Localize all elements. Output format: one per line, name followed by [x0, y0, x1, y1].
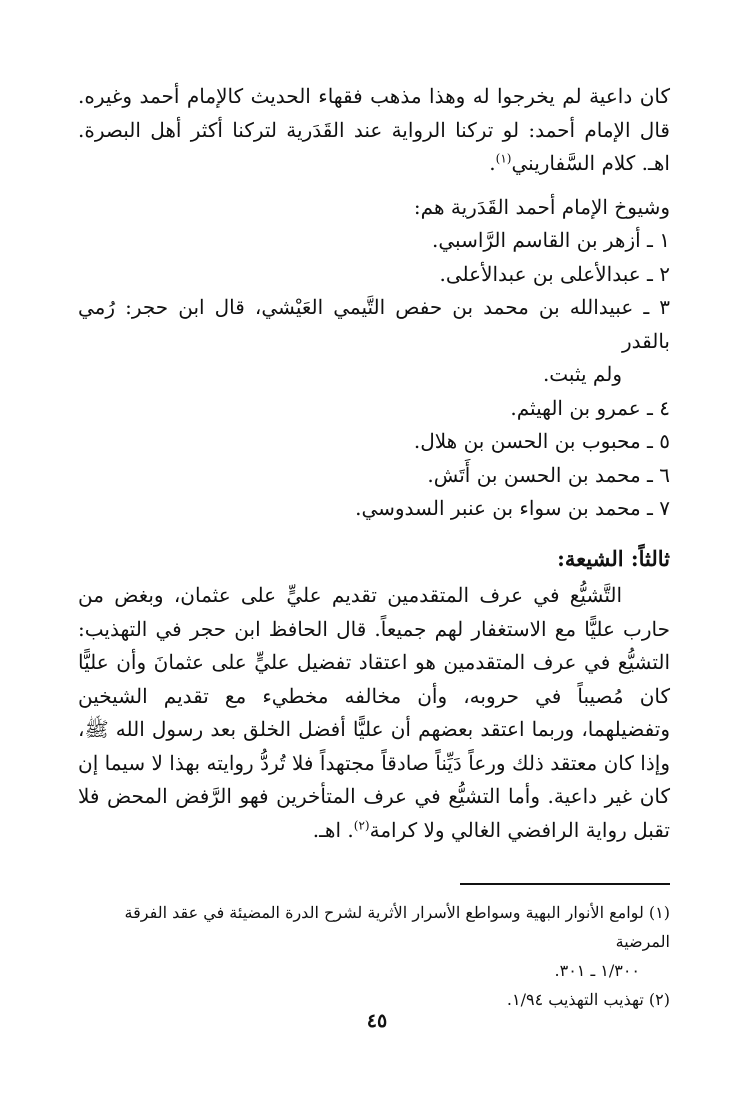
list-item-text: محبوب بن الحسن بن هلال.: [413, 429, 641, 453]
list-item: [78, 224, 670, 258]
footnote-text: تهذيب التهذيب ١/٩٤.: [506, 990, 644, 1009]
footnote-ref-2: (٢): [353, 817, 370, 832]
section-heading: ثالثاً: الشيعة:: [557, 545, 670, 571]
list-item: [78, 258, 670, 292]
section-paragraph-text: التَّشيُّع في عرف المتقدمين تقديم عليٍّ على عثمان، وبغض من حارب عليًّا مع الاستغفار لهم جميعاً. قال الحافظ ابن حجر في التهذيب: التشيُّع في عرف المتقدمين هو اعتقاد تفضيل عليٍّ على عثمانَ وأن عليًّا كان مُصيباً في حروبه، وأن مخالفه مخطيء مع تقديم الشيخين وتفضيلهما، وربما اعتقد بعضهم أن عليًّا أفضل الخلق بعد رسول الله ﷺ، وإذا كان معتقد ذلك ورعاً دَيِّناً صادقاً مجتهداً فلا تُردُّ روايته بهذا لا سيما إن كان غير داعية. وأما التشيُّع في عرف المتأخرين فهو الرَّفض المحض فلا تقبل رواية الرافضي الغالي ولا كرامة: [78, 583, 670, 842]
list-item-number: ٣ ـ: [643, 295, 671, 319]
list-item: [78, 291, 670, 392]
footnote: [78, 898, 670, 956]
section-paragraph: [78, 579, 670, 847]
section-paragraph-end: . اهـ.: [312, 817, 354, 842]
list-item-text: محمد بن الحسن بن أَتَش.: [427, 462, 641, 487]
list-item: [78, 425, 670, 459]
intro-paragraph: كان داعية لم يخرجوا له وهذا مذهب فقهاء الحديث كالإمام أحمد وغيره. قال الإمام أحمد: لو تركنا الرواية عند القَدَرية لتركنا أكثر أهل البصرة. اهـ. كلام السَّفاريني$^{(١)}$.: [78, 84, 670, 175]
list-item-text: محمد بن سواء بن عنبر السدوسي.: [355, 496, 641, 520]
list-item-text: عمرو بن الهيثم.: [510, 395, 641, 420]
list-item-number: ٥ ـ: [647, 429, 670, 453]
footnote-text: لوامع الأنوار البهية وسواطع الأسرار الأثرية لشرح الدرة المضيئة في عقد الفرقة المرضية: [124, 903, 670, 951]
list-item-number: ٢ ـ: [647, 261, 670, 286]
list-item-number: ٦ ـ: [647, 462, 670, 487]
list-item: [78, 392, 670, 426]
main-text: [78, 80, 670, 847]
list-item-number: ١ ـ: [647, 228, 670, 252]
list-item: [78, 492, 670, 526]
footnote-number: (١): [648, 903, 670, 922]
list-item-number: ٤ ـ: [647, 395, 670, 420]
footnote-continuation: ١/٣٠٠ ـ ٣٠١.: [554, 961, 640, 980]
intro-paragraph-text: كان داعية لم يخرجوا له وهذا مذهب فقهاء الحديث كالإمام أحمد وغيره. قال الإمام أحمد: لو تركنا الرواية عند القَدَرية لتركنا أكثر أهل البصرة. اهـ. كلام السَّفاريني: [78, 84, 670, 175]
list-item-text: أزهر بن القاسم الرَّاسبي.: [432, 228, 641, 252]
list-intro: وشيوخ الإمام أحمد القَدَرية هم:: [413, 194, 670, 219]
footnote-number: (٢): [648, 990, 670, 1009]
list-item: [78, 459, 670, 493]
list-item-continuation: ولم يثبت.: [542, 362, 622, 386]
footnote-ref-1: (١): [495, 151, 512, 166]
list-item-number: ٧ ـ: [647, 496, 670, 520]
list-item-text: عبيدالله بن محمد بن حفص التَّيمي العَيْشي، قال ابن حجر: رُمي بالقدر: [78, 295, 670, 353]
footnotes: [78, 898, 670, 1014]
page-number: ٤٥: [366, 1010, 388, 1032]
teachers-list: [78, 224, 670, 526]
list-item-text: عبدالأعلى بن عبدالأعلى.: [439, 261, 641, 286]
footnote-divider: [460, 883, 670, 885]
